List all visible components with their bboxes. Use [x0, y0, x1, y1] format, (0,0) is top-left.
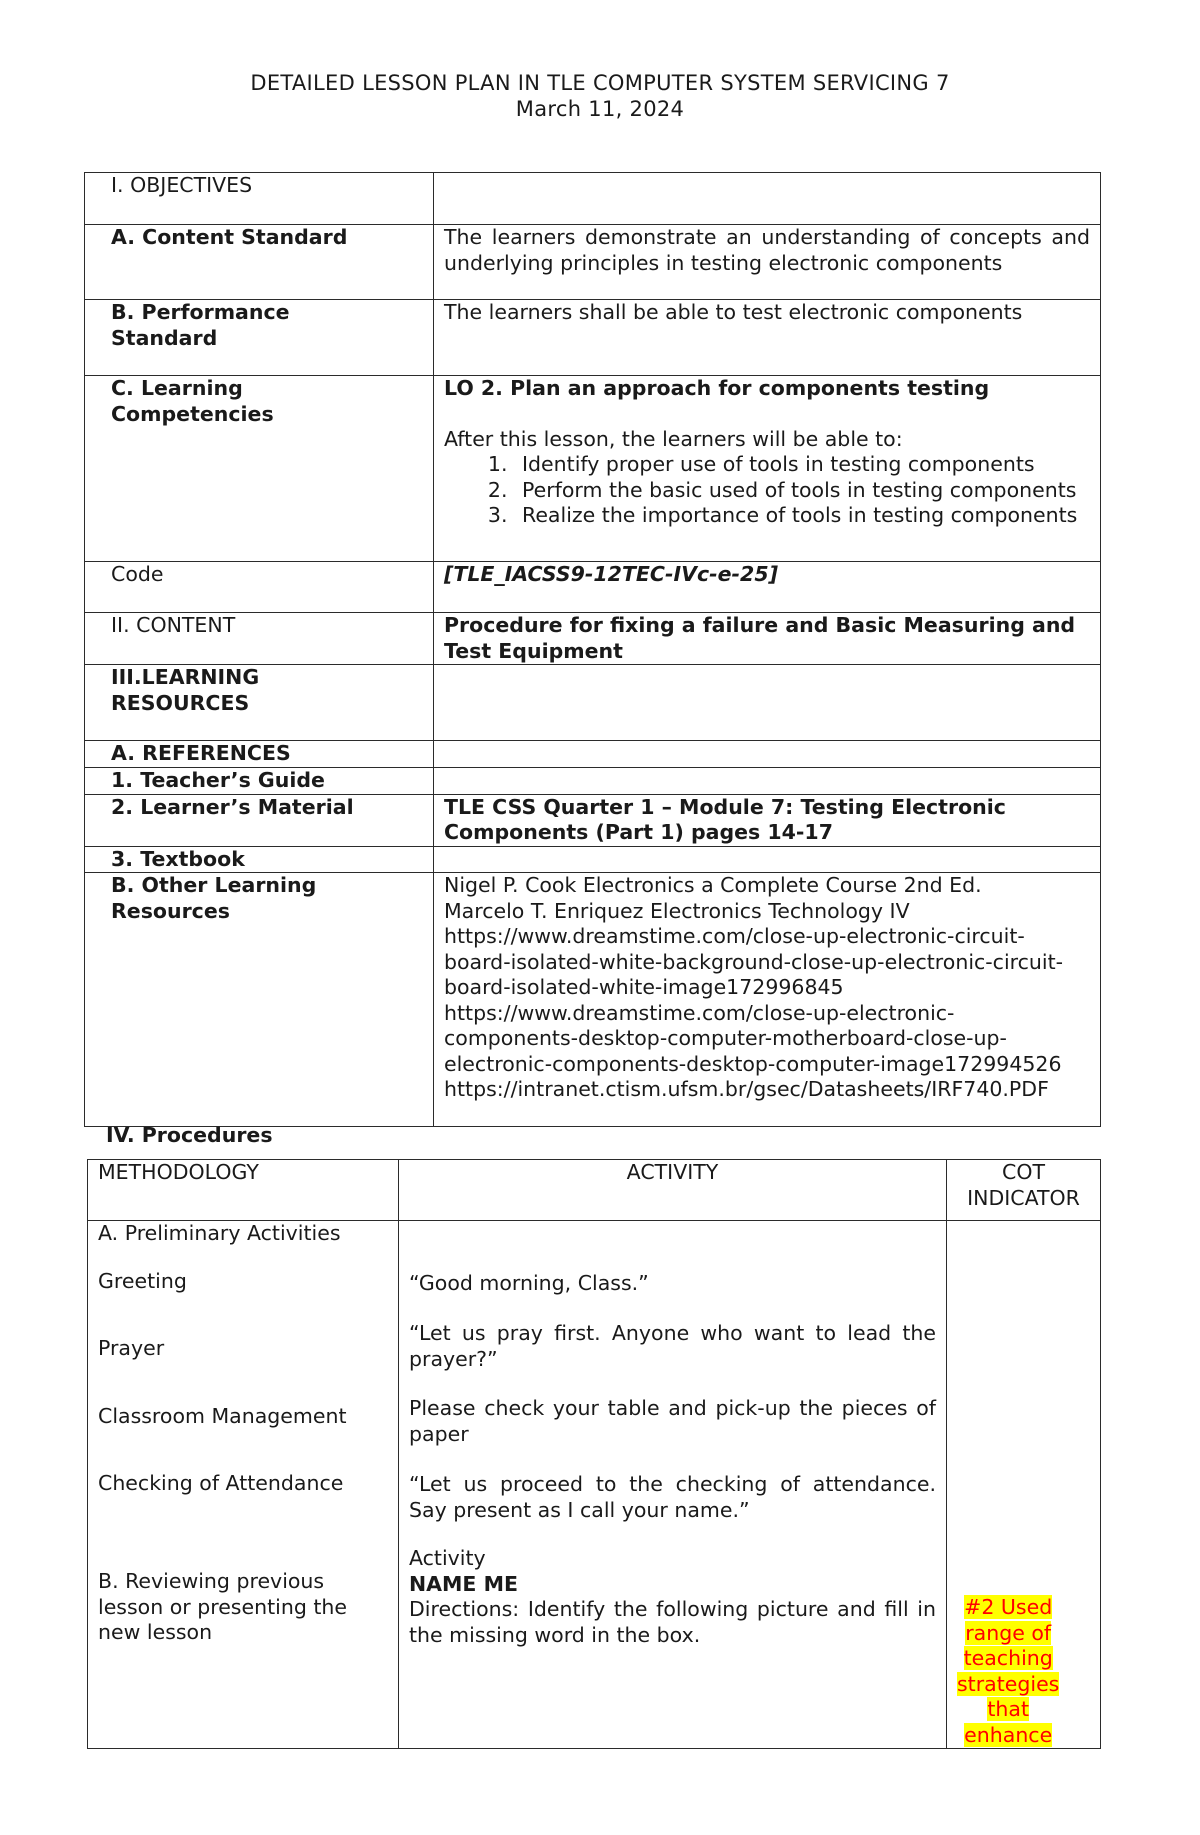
col-cot-indicator: COT INDICATOR — [947, 1160, 1101, 1221]
row-learning-competencies — [85, 376, 1101, 562]
activity-label: Activity — [409, 1546, 486, 1570]
methodology-cell — [88, 1221, 399, 1749]
resource-link[interactable]: board-isolated-white-image172996845 — [444, 975, 844, 999]
lo-item: 2. Perform the basic used of tools in testing components — [514, 478, 1090, 504]
classroom-management-text: Please check your table and pick-up the pieces of paper — [409, 1396, 936, 1446]
row-other-resources — [85, 873, 1101, 1127]
activity-cell — [399, 1221, 947, 1749]
row-content — [85, 613, 1101, 665]
content-standard-label: A. Content Standard — [85, 225, 434, 300]
resource-line: Marcelo T. Enriquez Electronics Technology IV — [444, 898, 910, 923]
teachers-guide-label: 1. Teacher’s Guide — [85, 768, 434, 795]
attendance-label: Checking of Attendance — [98, 1471, 344, 1495]
prayer-label: Prayer — [98, 1336, 165, 1360]
references-label: A. REFERENCES — [85, 741, 434, 768]
row-performance-standard — [85, 300, 1101, 376]
row-content-standard — [85, 225, 1101, 300]
other-resources-label: B. Other Learning Resources — [85, 873, 434, 1127]
preliminary-activities: A. Preliminary Activities — [98, 1221, 341, 1245]
competencies-content — [434, 376, 1101, 562]
procedures-header-row — [88, 1160, 1101, 1221]
row-textbook — [85, 846, 1101, 873]
row-learning-resources — [85, 665, 1101, 741]
code-label: Code — [85, 562, 434, 613]
row-learners-material — [85, 794, 1101, 846]
lo-intro: After this lesson, the learners will be able to: — [444, 426, 903, 451]
performance-standard-text: The learners shall be able to test electronic components — [434, 300, 1101, 376]
objectives-label: I. OBJECTIVES — [85, 173, 434, 225]
competencies-label: C. Learning Competencies — [85, 376, 434, 562]
performance-standard-label: B. Performance Standard — [85, 300, 434, 376]
content-standard-text: The learners demonstrate an understanding of concepts and underlying principles in testing electronic components — [434, 225, 1101, 300]
row-teachers-guide — [85, 768, 1101, 795]
resource-link[interactable]: electronic-components-desktop-computer-image172994526 — [444, 1051, 1062, 1076]
learners-material-value: TLE CSS Quarter 1 – Module 7: Testing Electronic Components (Part 1) pages 14-17 — [434, 794, 1101, 846]
col-activity: ACTIVITY — [399, 1160, 947, 1221]
attendance-text: “Let us proceed to the checking of attendance. Say present as I call your name.” — [409, 1472, 936, 1522]
content-value: Procedure for fixing a failure and Basic Measuring and Test Equipment — [434, 613, 1101, 665]
resource-link[interactable]: https://www.dreamstime.com/close-up-electronic- — [444, 1000, 955, 1025]
resource-link[interactable]: https://intranet.ctism.ufsm.br/gsec/Datasheets/IRF740.PDF — [444, 1077, 1049, 1101]
resource-link[interactable]: https://www.dreamstime.com/close-up-electronic-circuit- — [444, 924, 1025, 948]
document-title: DETAILED LESSON PLAN IN TLE COMPUTER SYSTEM SERVICING 7 — [250, 71, 950, 95]
textbook-label: 3. Textbook — [85, 846, 434, 873]
procedures-table — [87, 1159, 1101, 1749]
greeting-label: Greeting — [98, 1269, 187, 1293]
cot-line: teaching — [963, 1646, 1053, 1670]
procedures-heading: IV. Procedures — [106, 1123, 273, 1147]
cot-note — [957, 1595, 1059, 1748]
cot-line: #2 Used — [964, 1595, 1053, 1619]
activity-name: NAME ME — [409, 1571, 518, 1596]
classroom-management-label: Classroom Management — [98, 1404, 347, 1428]
learners-material-label: 2. Learner’s Material — [85, 794, 434, 846]
row-objectives — [85, 173, 1101, 225]
cot-line: that — [987, 1697, 1029, 1721]
content-label: II. CONTENT — [85, 613, 434, 665]
lo-item: 1. Identify proper use of tools in testing components — [514, 452, 1090, 478]
row-code — [85, 562, 1101, 613]
code-value: [TLE_IACSS9-12TEC-IVc-e-25] — [434, 562, 1101, 613]
cot-line: range of — [965, 1620, 1052, 1645]
greeting-text: “Good morning, Class.” — [409, 1271, 649, 1295]
resource-link[interactable]: board-isolated-white-background-close-up-electronic-circuit- — [444, 949, 1064, 974]
cot-line: strategies — [957, 1671, 1060, 1696]
activity-block — [409, 1546, 936, 1648]
lesson-plan-table — [84, 172, 1101, 1127]
procedures-body-row — [88, 1221, 1101, 1749]
document-date: March 11, 2024 — [515, 97, 685, 121]
prayer-text: “Let us pray first. Anyone who want to lead the prayer?” — [409, 1321, 936, 1371]
activity-directions: Directions: Identify the following picture and fill in the missing word in the box. — [409, 1597, 936, 1647]
review-lesson-label: B. Reviewing previous lesson or presenting the new lesson — [98, 1569, 347, 1644]
row-references — [85, 741, 1101, 768]
other-resources-list — [434, 873, 1101, 1127]
lo-title: LO 2. Plan an approach for components testing — [444, 376, 990, 400]
lo-list — [444, 452, 1090, 529]
resources-label: III.LEARNING RESOURCES — [85, 665, 434, 741]
resource-link[interactable]: components-desktop-computer-motherboard-close-up- — [444, 1026, 1007, 1050]
col-methodology: METHODOLOGY — [88, 1160, 399, 1221]
cot-indicator-cell — [947, 1221, 1101, 1749]
lo-item: 3. Realize the importance of tools in testing components — [514, 503, 1090, 529]
cot-line: enhance — [964, 1722, 1053, 1747]
resource-line: Nigel P. Cook Electronics a Complete Course 2nd Ed. — [444, 873, 982, 897]
page-header — [0, 70, 1200, 122]
